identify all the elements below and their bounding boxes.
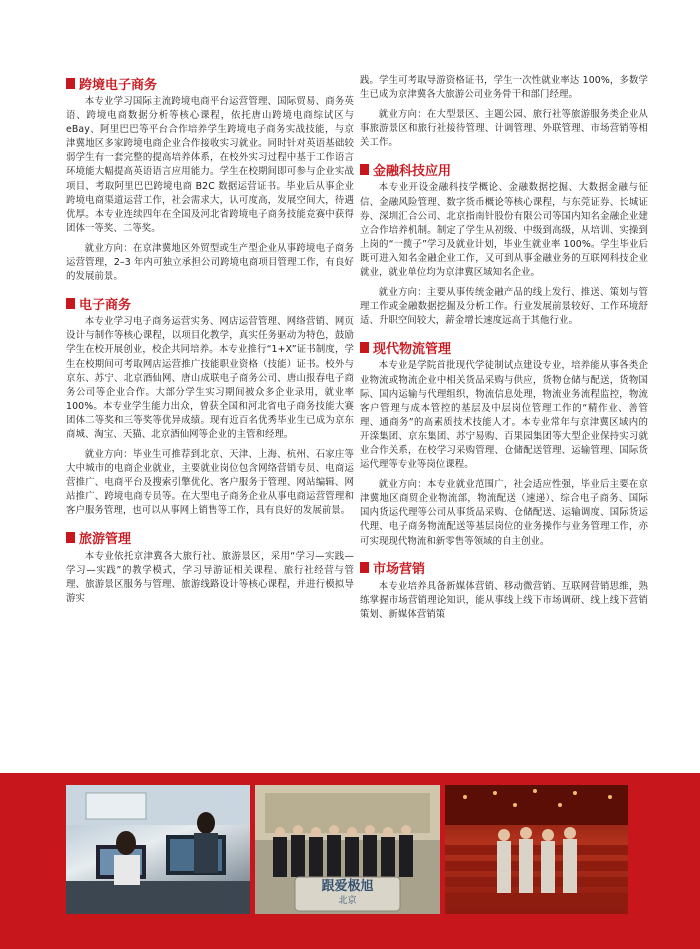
paragraph: 本专业依托京津冀各大旅行社、旅游景区，采用“学习—实践—学习—实践”的教学模式，学习导游证相关课程、旅行社经营与管理、旅游景区服务与管理、旅游线路设计等核心课程，并进行模拟导游实 bbox=[66, 550, 354, 604]
section-title: 旅游管理 bbox=[66, 529, 354, 547]
employment-paragraph: 就业方向：毕业生可推荐到北京、天津、上海、杭州、石家庄等大中城市的电商企业就业，主要就业岗位包含网络营销专员、电商运营推广、电商平台及搜索引擎优化、客户服务于管理、网站编辑、网站推广、跨境电商专员等。在大型电子商务企业从事电商运营管理和客户服务管理，也可以从事网上销售等工作，具有良好的发展前景。 bbox=[66, 449, 354, 517]
group-photo bbox=[255, 785, 440, 914]
employment-paragraph: 就业方向：主要从事传统金融产品的线上发行、推送、策划与管理工作或金融数据挖掘及分析工作。行业发展前景较好、工作环境舒适、升职空间较大，薪金增长速度远高于其他行业。 bbox=[360, 287, 648, 327]
paragraph: 本专业学习国际主流跨境电商平台运营管理、国际贸易、商务英语、跨境电商数据分析等核心课程，依托唐山跨境电商综试区与 eBay、阿里巴巴等平台合作培养学生跨境电子商务实战技能，与京津冀地区多家跨境电商企业合作接收实习就业。同时针对英语基础较弱学生有一套完整的提高培养体系，在校外实习过程中基于工作语言环境能大幅提高英语语言应用能力。学生在校期间即可参与企业实战项目、考取阿里巴巴跨境电商 B2C 数据运营证书。毕业后从事企业跨境电商渠道运营工作，社会需求大，认可度高，发展空间大，待遇优厚。本专业连续四年在全国及河北省跨境电子商务技能竞赛中获得团体一等奖、二等奖。 bbox=[66, 96, 354, 234]
section-title: 市场营销 bbox=[360, 559, 648, 577]
square-bullet-icon bbox=[360, 164, 369, 175]
right-column bbox=[360, 74, 648, 632]
employment-paragraph: 就业方向：在京津冀地区外贸型或生产型企业从事跨境电子商务运营管理，2–3 年内可独立承担公司跨境电商项目管理工作，有良好的发展前景。 bbox=[66, 242, 354, 283]
square-bullet-icon bbox=[66, 78, 75, 89]
banner-text-block bbox=[295, 879, 400, 907]
section-title: 电子商务 bbox=[66, 294, 354, 312]
paragraph: 践。学生可考取导游资格证书，学生一次性就业率达 100%，多数学生已成为京津冀各大旅游公司业务骨干和部门经理。 bbox=[360, 75, 648, 101]
auditorium-illustration bbox=[445, 785, 628, 914]
square-bullet-icon bbox=[66, 532, 75, 543]
computer-lab-photo bbox=[66, 785, 250, 914]
section-title: 跨境电子商务 bbox=[66, 74, 354, 92]
section-title: 现代物流管理 bbox=[360, 338, 648, 356]
auditorium-photo bbox=[445, 785, 628, 914]
paragraph: 本专业开设金融科技学概论、金融数据挖掘、大数据金融与征信、金融风险管理、数字货币概论等核心课程，与东莞证券、长城证券、深圳汇合公司、北京指南针股份有限公司等国内知名金融企业建立合作培养机制。制定了学生从初级、中级到高级，从培训、实操到上岗的“一揽子”学习及就业计划，毕业生就业率 100%。学生毕业后既可进入知名金融企业工作，又可到从事金融业务的互联网科技企业就业，就业单位均为京津冀区域知名企业。 bbox=[360, 182, 648, 279]
square-bullet-icon bbox=[66, 298, 75, 309]
employment-paragraph: 就业方向：本专业就业范围广，社会适应性强，毕业后主要在京津冀地区商贸企业物流部，物流配送（速递）、综合电子商务、国际国内货运代理等公司从事货品采购、仓储配送、运输调度、国际货运代理、电子商务物流配送等基层岗位的业务操作与业务管理工作，亦可实现现代物流和新零售等领域的自主创业。 bbox=[360, 479, 648, 547]
section-fintech bbox=[360, 160, 648, 328]
banner-text: 跟爱极旭 bbox=[321, 879, 374, 894]
section-cross-border-ecommerce bbox=[66, 74, 354, 284]
section-tourism-continued bbox=[360, 74, 648, 150]
section-tourism-management bbox=[66, 529, 354, 606]
paragraph: 本专业是学院首批现代学徒制试点建设专业，培养能从事各类企业物流或物流企业中相关货品采购与供应，货物仓储与配送，货物国际、国内运输与代理组织，物流信息处理，物流业务流程监控，物流客户管理与成本管控的基层及中层岗位管理工作的“精作业、善管理、通商务”的高素质技术技能人才。本专业常年与京津冀区域内的开滦集团、京东集团、苏宁易购、百果园集团等大型企业保持实习就业合作关系，在校学习采购管理、仓储配送管理、运输管理、国际货运代理等专业等岗位课程。 bbox=[360, 360, 648, 471]
employment-paragraph: 就业方向：在大型景区、主题公园、旅行社等旅游服务类企业从事旅游景区和旅行社接待管理、计调管理、外联管理、市场营销等相关工作。 bbox=[360, 109, 648, 149]
computer-lab-illustration bbox=[66, 785, 250, 914]
section-logistics bbox=[360, 338, 648, 548]
left-column bbox=[66, 74, 354, 616]
paragraph: 本专业学习电子商务运营实务、网店运营管理、网络营销、网页设计与制作等核心课程，以项目化教学，真实任务驱动为特色，鼓励学生在校开展创业，校企共同培养。本专业推行“1+X”证书制度，学生在校期间可考取网店运营推广技能职业资格（技能）证书。校外与京东、苏宁、北京酒仙网、唐山成联电子商务公司、唐山报春电子商务公司等企业合作。大部分学生实习期间被众多企业录用，就业率 100%。本专业学生能力出众，曾获全国和河北省电子商务技能大赛团体二等奖和三等奖等优异成绩。现有近百名优秀毕业生已成为京东商城、淘宝、天猫、北京酒仙网等企业的主管和经理。 bbox=[66, 316, 354, 440]
section-marketing bbox=[360, 559, 648, 622]
section-ecommerce bbox=[66, 294, 354, 518]
section-title: 金融科技应用 bbox=[360, 160, 648, 178]
banner-subtext: 北京 bbox=[338, 896, 357, 906]
square-bullet-icon bbox=[360, 562, 369, 573]
square-bullet-icon bbox=[360, 342, 369, 353]
paragraph: 本专业培养具备新媒体营销、移动微营销、互联网营销思维，熟练掌握市场营销理论知识，能从事线上线下市场调研、线上线下营销策划、新媒体营销策 bbox=[360, 580, 648, 620]
